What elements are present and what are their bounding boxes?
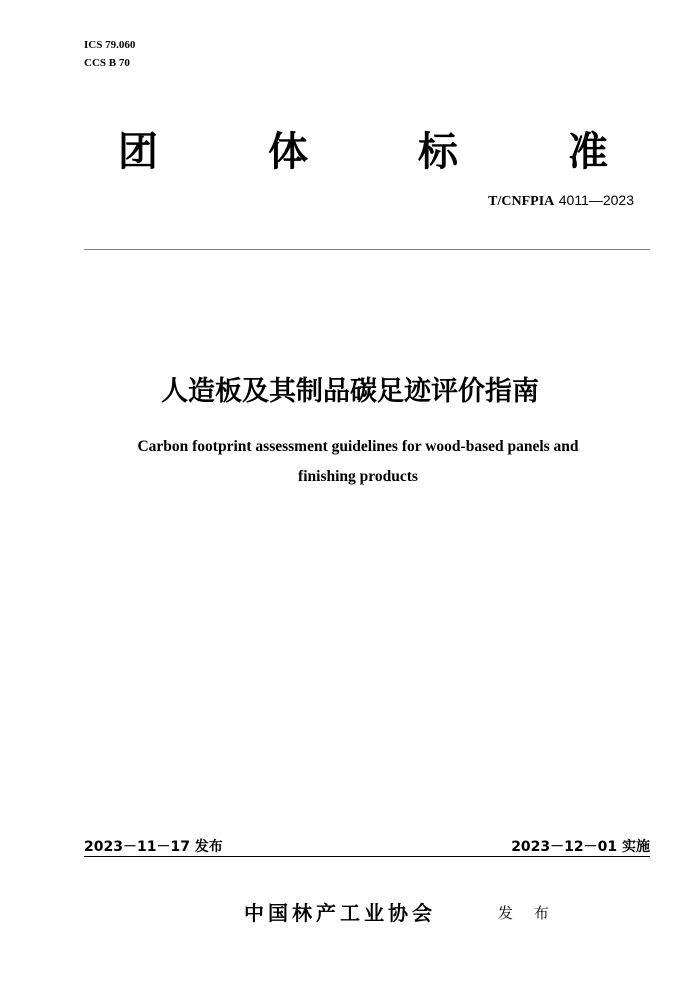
heading-char: 体 — [268, 129, 308, 175]
heading-char: 准 — [568, 129, 608, 175]
standard-prefix: T/CNFPIA — [488, 194, 555, 209]
publisher-name: 中国林产工业协会 — [244, 901, 436, 925]
heading-char: 团 — [118, 129, 158, 175]
title-english — [100, 432, 616, 492]
header-divider — [84, 249, 650, 250]
publish-label: 发 布 — [498, 904, 557, 922]
footer-divider — [84, 856, 650, 857]
standard-number — [488, 191, 634, 211]
classification-codes — [84, 36, 135, 72]
heading-char: 标 — [418, 129, 458, 175]
title-english-line2: finishing products — [298, 468, 418, 485]
title-english-line1: Carbon footprint assessment guidelines for wood-based panels and — [137, 438, 579, 455]
issue-date: 2023－11－17 发布 — [84, 839, 223, 855]
implementation-date: 2023－12－01 实施 — [511, 839, 650, 855]
ccs-code: CCS B 70 — [84, 57, 130, 69]
ics-code: ICS 79.060 — [84, 39, 136, 51]
standard-code: 4011—2023 — [558, 192, 634, 208]
title-chinese: 人造板及其制品碳足迹评价指南 — [161, 376, 539, 407]
standard-type-heading — [118, 128, 608, 176]
date-row — [84, 838, 650, 858]
